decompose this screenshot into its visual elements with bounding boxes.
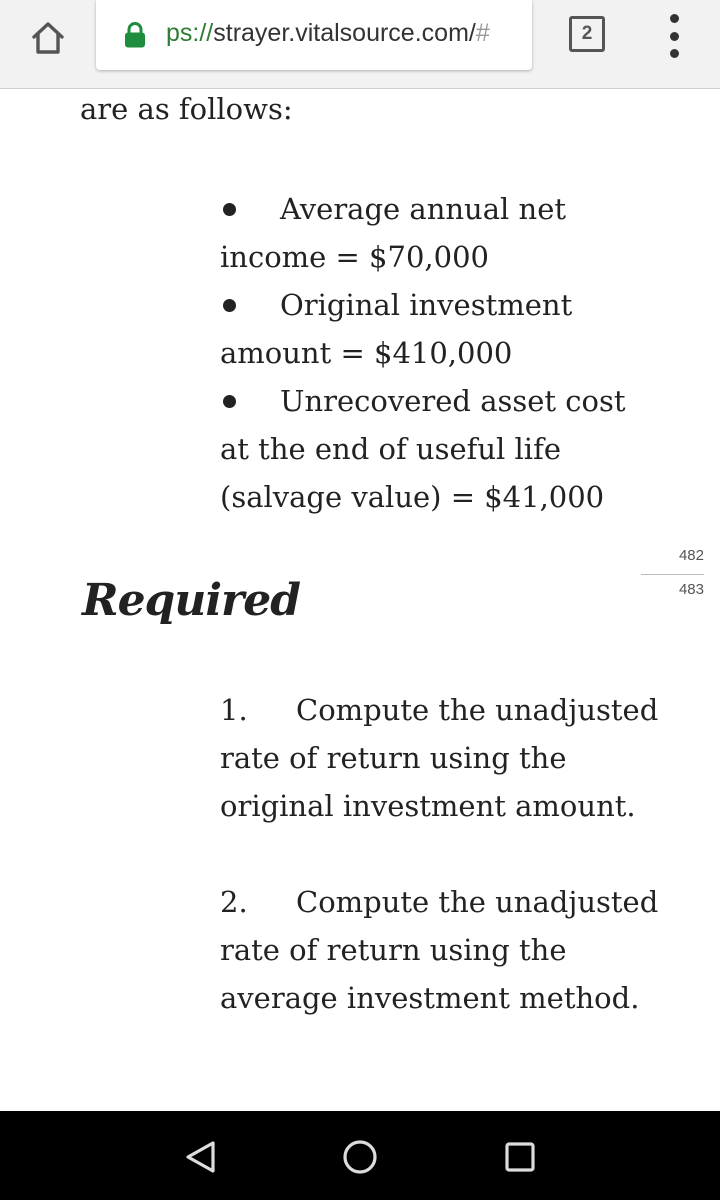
page-divider (641, 574, 704, 575)
recents-icon (500, 1137, 540, 1177)
page-marker: 482 (678, 547, 704, 564)
bullet-item: Unrecovered asset cost at the end of useful life (salvage value) = $41,000 (220, 384, 626, 514)
url-rest: # (475, 19, 490, 47)
step-text: Compute the unadjusted rate of return using the original investment amount. (220, 693, 659, 823)
back-button[interactable] (176, 1133, 224, 1181)
overflow-menu-icon (670, 14, 679, 23)
home-circle-icon (340, 1137, 380, 1177)
url-host: strayer.vitalsource.com/ (213, 19, 476, 47)
tab-switcher-button[interactable]: 2 (569, 16, 605, 52)
step-text: Compute the unadjusted rate of return using the average investment method. (220, 885, 659, 1015)
overflow-menu-button[interactable] (656, 12, 692, 60)
step-number: 2. (220, 885, 248, 919)
lock-icon (124, 22, 146, 48)
home-button[interactable] (22, 14, 74, 62)
recents-button[interactable] (496, 1133, 544, 1181)
reader-content (0, 89, 720, 1111)
address-bar[interactable] (96, 0, 532, 70)
intro-text: are as follows: (80, 92, 293, 126)
step-number: 1. (220, 693, 248, 727)
home-nav-button[interactable] (336, 1133, 384, 1181)
bullet-item: Average annual net income = $70,000 (220, 192, 567, 274)
page-marker: 483 (678, 581, 704, 598)
section-heading: Required (82, 575, 300, 626)
url-text[interactable] (166, 16, 532, 50)
browser-toolbar (0, 0, 720, 89)
menu-dot (670, 32, 679, 41)
home-icon (28, 18, 68, 58)
back-icon (180, 1137, 220, 1177)
menu-dot (670, 49, 679, 58)
url-scheme: ps:// (166, 19, 214, 47)
system-nav-bar (0, 1111, 720, 1200)
bullet-item: Original investment amount = $410,000 (220, 288, 573, 370)
